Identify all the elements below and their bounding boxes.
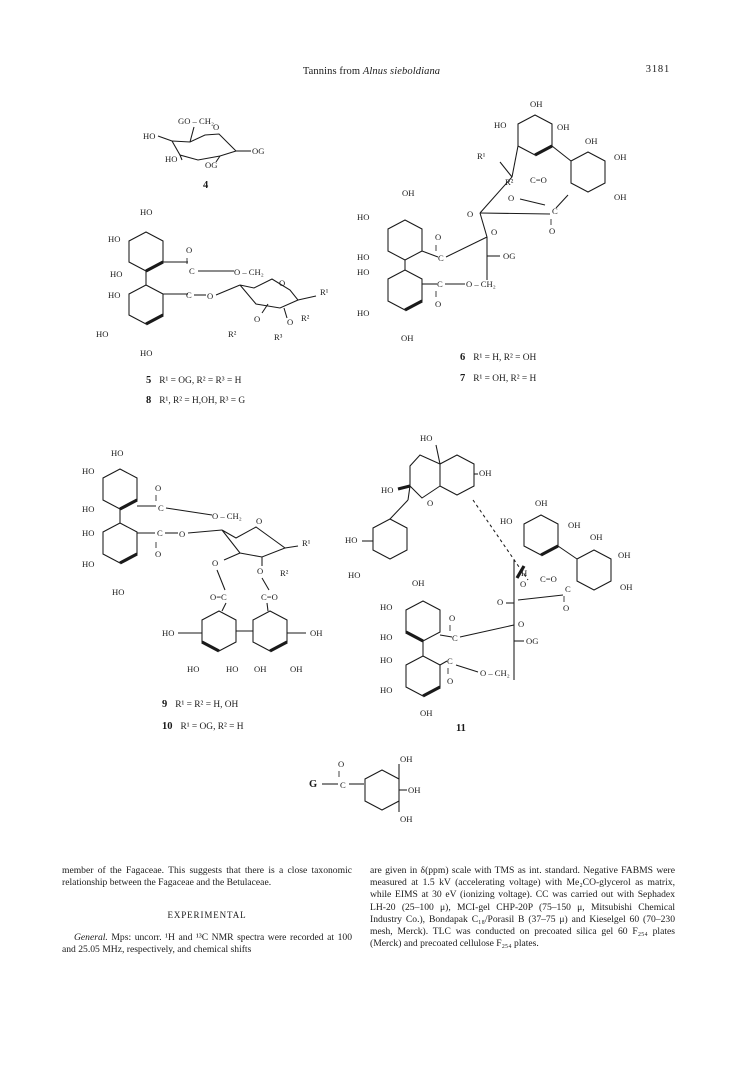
svg-text:R¹: R¹ xyxy=(477,151,486,161)
label-ho-2: HO xyxy=(165,154,178,164)
svg-text:OH: OH xyxy=(420,708,433,718)
svg-text:O: O xyxy=(256,516,263,526)
svg-text:R²: R² xyxy=(505,177,514,187)
left-column xyxy=(62,865,352,956)
svg-text:‖: ‖ xyxy=(186,256,189,266)
compound-number-7: 7 xyxy=(460,373,466,384)
svg-text:OH: OH xyxy=(290,664,303,674)
svg-text:HO: HO xyxy=(381,485,394,495)
svg-text:‖: ‖ xyxy=(550,217,553,227)
svg-text:HO: HO xyxy=(111,448,124,458)
svg-text:‖: ‖ xyxy=(435,243,438,253)
section-heading-experimental: EXPERIMENTAL xyxy=(167,910,247,921)
label-go-ch2: GO – CH₂ xyxy=(178,116,214,126)
svg-text:O: O xyxy=(467,209,474,219)
svg-text:HO: HO xyxy=(357,308,370,318)
running-header-species: Alnus sieboldiana xyxy=(362,66,441,77)
svg-text:O: O xyxy=(447,676,454,686)
svg-text:R¹: R¹ xyxy=(302,538,311,548)
svg-text:‖: ‖ xyxy=(338,769,341,779)
svg-text:‖: ‖ xyxy=(449,623,452,633)
svg-text:HO: HO xyxy=(380,655,393,665)
svg-text:O: O xyxy=(518,619,525,629)
svg-text:C: C xyxy=(447,656,453,666)
svg-text:C: C xyxy=(565,584,571,594)
svg-text:HO: HO xyxy=(357,267,370,277)
right-column xyxy=(370,865,675,950)
compound-number-8: 8 xyxy=(146,395,152,406)
svg-text:OH: OH xyxy=(568,520,581,530)
svg-text:HO: HO xyxy=(82,528,95,538)
svg-text:O: O xyxy=(427,498,434,508)
svg-text:O: O xyxy=(563,603,570,613)
svg-text:O: O xyxy=(207,291,214,301)
svg-text:HO: HO xyxy=(357,252,370,262)
svg-text:O: O xyxy=(212,558,219,568)
left-paragraph: member of the Fagaceae. This suggests that there is a close taxonomic relationship between the Fagaceae and the Betulaceae. xyxy=(62,865,352,889)
general-paragraph xyxy=(62,932,352,956)
svg-text:O – CH₂: O – CH₂ xyxy=(466,279,496,289)
svg-text:C: C xyxy=(452,633,458,643)
compound-number-6: 6 xyxy=(460,352,466,363)
svg-text:O: O xyxy=(549,226,556,236)
structure-11 xyxy=(345,433,632,734)
svg-text:C: C xyxy=(189,266,195,276)
svg-text:10R¹ = OG, R² = H xyxy=(162,721,244,732)
svg-text:‖: ‖ xyxy=(155,493,158,503)
svg-text:C=O: C=O xyxy=(261,592,278,602)
compound-number-10: 10 xyxy=(162,721,173,732)
svg-text:OH: OH xyxy=(618,550,631,560)
label-og-1: OG xyxy=(252,146,265,156)
svg-text:O: O xyxy=(449,613,456,623)
svg-text:O: O xyxy=(257,566,264,576)
right-paragraph: are given in δ(ppm) scale with TMS as int. standard. Negative FABMS were measured at 1.5 kV (accelerating voltage) with Me₂CO-glycerol as matrix, while EIMS at 30 eV (ionizing voltage). CC was carried out with Sephadex LH-20 (25–100 μ), MCI-gel CHP-20P (75–150 μ, Mitsubishi Chemical Industry Co.), Bondapak C₁₈/Porasil B (37–75 μ) and Kieselgel 60 (70–230 mesh, Merck). TLC was conducted on precoated silica gel 60 F₂₅₄ plates (Merck) and precoated cellulose F₂₅₄ plates. xyxy=(370,865,675,950)
svg-text:OH: OH xyxy=(614,192,627,202)
svg-text:HO: HO xyxy=(108,234,121,244)
svg-text:C: C xyxy=(437,279,443,289)
caption-9: R¹ = R² = H, OH xyxy=(175,700,239,710)
svg-text:O: O xyxy=(508,193,515,203)
svg-text:OH: OH xyxy=(530,99,543,109)
svg-text:OH: OH xyxy=(310,628,323,638)
svg-text:OH: OH xyxy=(400,814,413,824)
svg-text:‖: ‖ xyxy=(435,289,438,299)
svg-text:HO: HO xyxy=(500,516,513,526)
svg-text:O – CH₂: O – CH₂ xyxy=(234,267,264,277)
svg-text:R³: R³ xyxy=(274,332,283,342)
caption-7: R¹ = OH, R² = H xyxy=(473,374,537,384)
svg-text:9R¹ = R² = H, OH xyxy=(162,699,239,710)
svg-text:HO: HO xyxy=(187,664,200,674)
svg-text:OH: OH xyxy=(590,532,603,542)
svg-text:R²: R² xyxy=(280,568,289,578)
svg-text:C: C xyxy=(186,290,192,300)
structure-galloyl xyxy=(309,754,420,824)
svg-text:O: O xyxy=(497,597,504,607)
svg-text:‖: ‖ xyxy=(563,594,566,604)
compound-number-5: 5 xyxy=(146,375,152,386)
svg-text:O – CH₂: O – CH₂ xyxy=(212,511,242,521)
svg-text:O: O xyxy=(287,317,294,327)
svg-text:HO: HO xyxy=(140,207,153,217)
general-label: General. xyxy=(74,931,108,943)
svg-text:HO: HO xyxy=(380,632,393,642)
caption-5: R¹ = OG, R² = R³ = H xyxy=(159,376,242,386)
structure-4 xyxy=(143,116,264,191)
label-ring-o: O xyxy=(213,122,220,132)
svg-text:O: O xyxy=(520,579,527,589)
svg-text:HO: HO xyxy=(345,535,358,545)
svg-text:OH: OH xyxy=(479,468,492,478)
svg-text:OH: OH xyxy=(557,122,570,132)
svg-text:HO: HO xyxy=(380,685,393,695)
svg-text:OH: OH xyxy=(412,578,425,588)
svg-text:HO: HO xyxy=(82,559,95,569)
svg-text:OH: OH xyxy=(254,664,267,674)
svg-text:C: C xyxy=(438,253,444,263)
svg-text:HO: HO xyxy=(420,433,433,443)
general-text: Mps: uncorr. ¹H and ¹³C NMR spectra were recorded at 100 and 25.05 MHz, respectively, and chemical shifts xyxy=(62,931,352,955)
svg-text:HO: HO xyxy=(494,120,507,130)
svg-text:O: O xyxy=(155,549,162,559)
structure-6-7 xyxy=(357,99,626,384)
svg-text:OH: OH xyxy=(535,498,548,508)
svg-text:OH: OH xyxy=(614,152,627,162)
svg-text:R²: R² xyxy=(301,313,310,323)
structure-5-8 xyxy=(96,207,329,406)
svg-text:‖: ‖ xyxy=(155,540,158,550)
svg-text:HO: HO xyxy=(108,290,121,300)
svg-text:OH: OH xyxy=(620,582,633,592)
svg-text:O: O xyxy=(491,227,498,237)
svg-text:HO: HO xyxy=(82,466,95,476)
svg-text:R²: R² xyxy=(228,329,237,339)
svg-text:HO: HO xyxy=(110,269,123,279)
structure-9-10 xyxy=(82,448,322,732)
svg-text:H: H xyxy=(521,568,528,578)
svg-text:C: C xyxy=(158,503,164,513)
svg-text:O: O xyxy=(186,245,193,255)
svg-text:HO: HO xyxy=(380,602,393,612)
svg-text:7R¹ = OH, R² = H xyxy=(460,373,537,384)
compound-number-9: 9 xyxy=(162,699,168,710)
caption-10: R¹ = OG, R² = H xyxy=(180,722,244,732)
page-number: 3181 xyxy=(645,64,670,75)
svg-text:HO: HO xyxy=(357,212,370,222)
svg-text:C: C xyxy=(340,780,346,790)
label-ho-1: HO xyxy=(143,131,156,141)
svg-text:O: O xyxy=(155,483,162,493)
svg-text:HO: HO xyxy=(140,348,153,358)
svg-text:OH: OH xyxy=(400,754,413,764)
compound-number-11: 11 xyxy=(456,723,466,734)
svg-text:OG: OG xyxy=(526,636,539,646)
svg-text:OH: OH xyxy=(585,136,598,146)
svg-text:HO: HO xyxy=(226,664,239,674)
svg-text:OH: OH xyxy=(408,785,421,795)
svg-text:O: O xyxy=(254,314,261,324)
svg-text:OH: OH xyxy=(401,333,414,343)
svg-text:O: O xyxy=(279,278,286,288)
svg-text:O=C: O=C xyxy=(210,592,227,602)
running-header-prefix: Tannins from xyxy=(302,66,363,77)
svg-text:8R¹, R² = H,OH, R³ = G xyxy=(146,395,245,406)
svg-text:C=O: C=O xyxy=(530,175,547,185)
caption-6: R¹ = H, R² = OH xyxy=(473,353,537,363)
svg-text:O: O xyxy=(338,759,345,769)
svg-text:6R¹ = H, R² = OH xyxy=(460,352,537,363)
svg-text:5R¹ = OG, R² = R³ = H xyxy=(146,375,242,386)
svg-text:C=O: C=O xyxy=(540,574,557,584)
svg-text:OG: OG xyxy=(503,251,516,261)
svg-text:OH: OH xyxy=(402,188,415,198)
svg-text:O: O xyxy=(435,232,442,242)
svg-text:HO: HO xyxy=(112,587,125,597)
svg-text:O: O xyxy=(435,299,442,309)
svg-text:HO: HO xyxy=(82,504,95,514)
svg-text:O – CH₂: O – CH₂ xyxy=(480,668,510,678)
svg-text:O: O xyxy=(179,529,186,539)
caption-8: R¹, R² = H,OH, R³ = G xyxy=(159,396,246,406)
svg-text:C: C xyxy=(552,206,558,216)
svg-text:HO: HO xyxy=(162,628,175,638)
svg-text:‖: ‖ xyxy=(447,666,450,676)
svg-text:HO: HO xyxy=(348,570,361,580)
svg-text:C: C xyxy=(157,528,163,538)
label-og-2: OG xyxy=(205,160,218,170)
compound-number-4: 4 xyxy=(203,180,209,191)
svg-text:R¹: R¹ xyxy=(320,287,329,297)
galloyl-symbol: G xyxy=(309,779,318,790)
svg-text:HO: HO xyxy=(96,329,109,339)
